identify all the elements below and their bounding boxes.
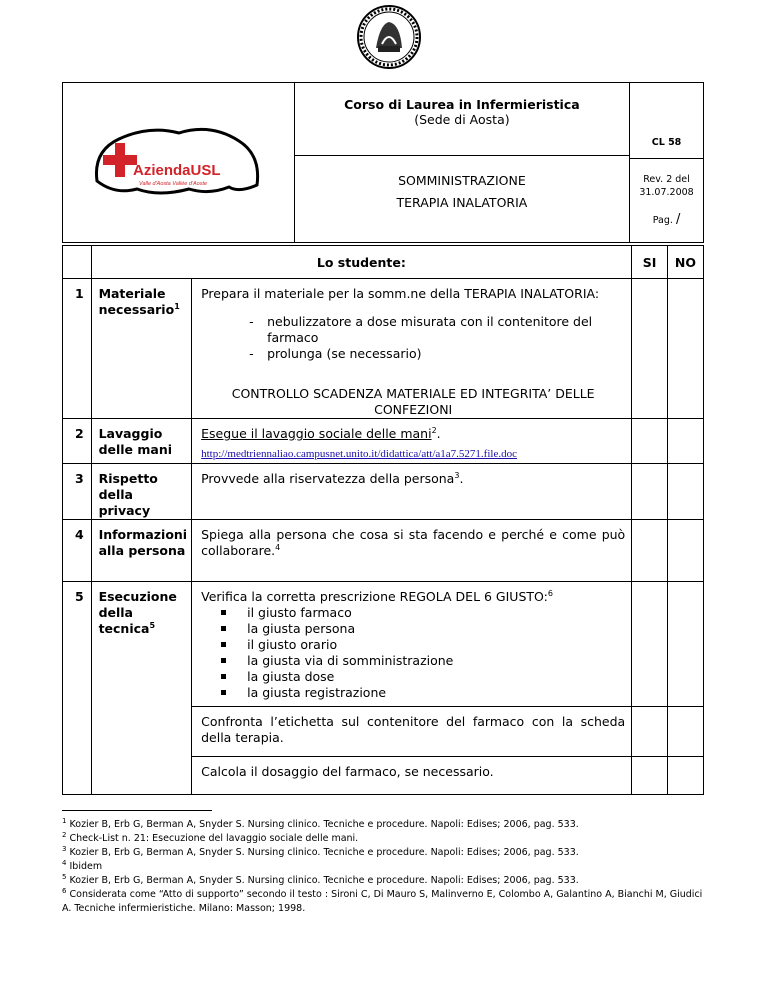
document-header xyxy=(62,82,704,243)
yes-checkbox-cell[interactable] xyxy=(632,279,668,419)
label-check-step: Confronta l’etichetta sul contenitore del farmaco con la scheda della terapia. xyxy=(192,707,632,757)
yes-header: SI xyxy=(632,246,668,279)
yes-checkbox-cell[interactable] xyxy=(632,707,668,757)
list-item: la giusta registrazione xyxy=(211,685,625,701)
no-checkbox-cell[interactable] xyxy=(667,279,703,419)
table-row xyxy=(63,520,704,582)
yes-checkbox-cell[interactable] xyxy=(632,757,668,795)
procedure-title-line2: TERAPIA INALATORIA xyxy=(396,195,528,210)
handwashing-link[interactable]: http://medtriennaliao.campusnet.unito.it/didattica/att/a1a7.5271.file.doc xyxy=(201,448,517,460)
list-item: il giusto farmaco xyxy=(211,605,625,621)
no-checkbox-cell[interactable] xyxy=(667,707,703,757)
material-intro: Prepara il materiale per la somm.ne della TERAPIA INALATORIA: xyxy=(201,286,600,301)
footnote: $^4$ Ibidem xyxy=(62,858,103,872)
checklist-table xyxy=(62,245,704,795)
footnote: $^1$ Kozier B, Erb G, Berman A, Snyder S. Nursing clinico. Tecniche e procedure. Napoli: Edises; 2006, pag. 533. xyxy=(62,816,579,830)
no-header: NO xyxy=(667,246,703,279)
footnote: $^5$ Kozier B, Erb G, Berman A, Snyder S. Nursing clinico. Tecniche e procedure. Napoli: Edises; 2006, pag. 533. xyxy=(62,872,579,886)
revision-date: 31.07.2008 xyxy=(639,187,694,198)
row-number: 1 xyxy=(63,279,92,419)
student-header: Lo studente: xyxy=(91,246,632,279)
material-check-note: CONTROLLO SCADENZA MATERIALE ED INTEGRITA’ DELLE CONFEZIONI xyxy=(231,386,595,417)
table-row xyxy=(63,419,704,464)
procedure-cell xyxy=(294,156,629,243)
logo-wordmark: AziendaUSL xyxy=(133,162,221,179)
row-label: Rispetto della privacy xyxy=(91,464,192,520)
course-cell xyxy=(294,83,629,156)
logo-subtitle: Valle d'Aosta Vallée d'Aoste xyxy=(139,181,208,187)
university-seal-image xyxy=(356,4,422,70)
footnote: $^6$ Considerata come “Atto di supporto” secondo il testo : Sironi C, Di Mauro S, Malinverno E, Colombo A, Galantino A, Bianchi M, Giudici A. Tecniche infermieristiche. Milano: Masson; 1998. xyxy=(62,886,703,914)
row-number: 4 xyxy=(63,520,92,582)
footnotes xyxy=(62,818,704,916)
row-content xyxy=(192,279,632,419)
row-content: Provvede alla riservatezza della persona$^3$. xyxy=(192,464,632,520)
yes-checkbox-cell[interactable] xyxy=(632,419,668,464)
row-label: Materiale necessario$^1$ xyxy=(91,279,192,419)
meta-cell xyxy=(630,83,704,243)
page-separator: / xyxy=(675,212,681,227)
list-item: la giusta persona xyxy=(211,621,625,637)
row-content: Esegue il lavaggio sociale delle mani$^2$. http://medtriennaliao.campusnet.unito.it/didattica/att/a1a7.5271.file.doc xyxy=(192,419,632,464)
footnote: $^2$ Check-List n. 21: Esecuzione del lavaggio sociale delle mani. xyxy=(62,830,359,844)
no-checkbox-cell[interactable] xyxy=(667,520,703,582)
azienda-usl-logo xyxy=(89,111,267,211)
row-label: Esecuzione della tecnica$^5$ xyxy=(91,582,192,795)
row-number: 2 xyxy=(63,419,92,464)
list-item: la giusta dose xyxy=(211,669,625,685)
dosage-step: Calcola il dosaggio del farmaco, se necessario. xyxy=(192,757,632,795)
row-label: Informazioni alla persona xyxy=(91,520,192,582)
list-item: - nebulizzatore a dose misurata con il contenitore del farmaco xyxy=(249,314,625,346)
footnote-separator xyxy=(62,810,212,811)
course-site: (Sede di Aosta) xyxy=(414,112,510,127)
six-rights-list xyxy=(211,605,625,701)
list-item: la giusta via di somministrazione xyxy=(211,653,625,669)
table-row xyxy=(63,582,704,707)
table-row xyxy=(63,464,704,520)
row-content: Spiega alla persona che cosa si sta facendo e perché e come può collaborare.$^4$ xyxy=(192,520,632,582)
table-header-row xyxy=(63,246,704,279)
no-checkbox-cell[interactable] xyxy=(667,464,703,520)
course-name: Corso di Laurea in Infermieristica xyxy=(344,97,580,112)
material-list xyxy=(249,314,625,362)
revision-label: Rev. 2 del xyxy=(643,174,690,185)
yes-checkbox-cell[interactable] xyxy=(632,520,668,582)
document-code: CL 58 xyxy=(651,137,682,148)
no-checkbox-cell[interactable] xyxy=(667,757,703,795)
footnote: $^3$ Kozier B, Erb G, Berman A, Snyder S. Nursing clinico. Tecniche e procedure. Napoli: Edises; 2006, pag. 533. xyxy=(62,844,579,858)
no-checkbox-cell[interactable] xyxy=(667,419,703,464)
no-checkbox-cell[interactable] xyxy=(667,582,703,707)
row-content: Verifica la corretta prescrizione REGOLA DEL 6 GIUSTO:$^6$ il giusto farmaco la giusta persona il giusto orario la giusta via di somministrazione la giusta dose la giusta registrazione xyxy=(192,582,632,707)
yes-checkbox-cell[interactable] xyxy=(632,582,668,707)
procedure-title-line1: SOMMINISTRAZIONE xyxy=(398,173,526,188)
list-item: - prolunga (se necessario) xyxy=(249,346,625,362)
row-number: 5 xyxy=(63,582,92,795)
page-label: Pag. xyxy=(652,215,673,226)
row-number: 3 xyxy=(63,464,92,520)
yes-checkbox-cell[interactable] xyxy=(632,464,668,520)
list-item: il giusto orario xyxy=(211,637,625,653)
logo-cell xyxy=(63,83,295,243)
table-row xyxy=(63,279,704,419)
row-label: Lavaggio delle mani xyxy=(91,419,192,464)
